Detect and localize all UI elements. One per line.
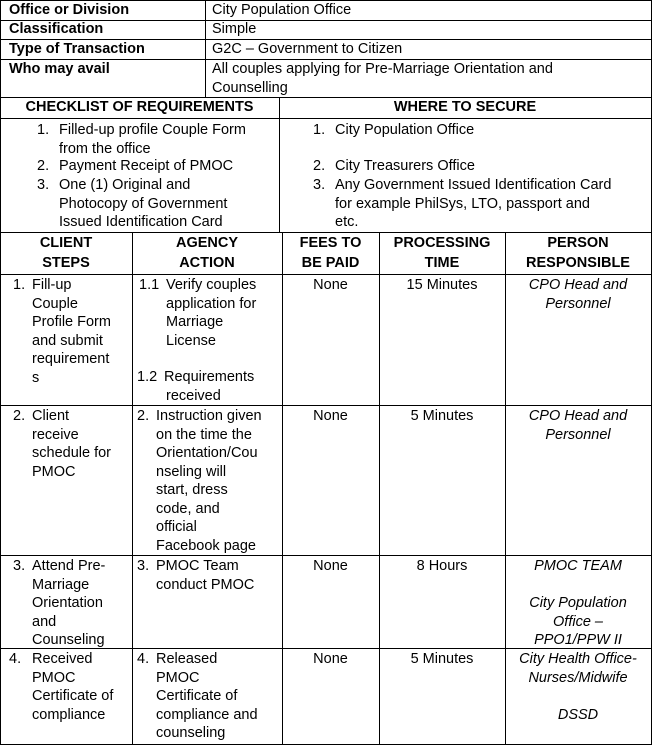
classification-value: Simple xyxy=(212,21,257,37)
where-to-secure-heading: WHERE TO SECURE xyxy=(393,99,537,115)
classification-label: Classification xyxy=(9,21,104,37)
client-step: 1. Fill-up Couple Profile Form and submit requirement s xyxy=(13,277,111,386)
agency-action: 4. Released PMOC Certificate of compliance and counseling xyxy=(137,651,258,741)
column-header-client-steps: CLIENT STEPS xyxy=(39,235,93,271)
client-step: 2. Client receive schedule for PMOC xyxy=(13,408,111,480)
where-item: 1. City Population Office xyxy=(313,122,475,138)
checklist-item: 1. Filled-up profile Couple Form from the office xyxy=(37,122,246,157)
who-may-avail-label: Who may avail xyxy=(9,61,110,77)
client-step: 4. Received PMOC Certificate of compliance xyxy=(9,651,114,723)
fees-value: None xyxy=(313,651,348,667)
where-item: 2. City Treasurers Office xyxy=(313,158,475,174)
transaction-type-value: G2C – Government to Citizen xyxy=(212,41,403,57)
fees-value: None xyxy=(313,277,348,293)
office-value: City Population Office xyxy=(212,2,352,18)
person-responsible: PMOC TEAM City Population Office – PPO1/PPW II xyxy=(529,558,627,648)
where-item: 3. Any Government Issued Identification Card for example PhilSys, LTO, passport and etc. xyxy=(313,177,612,230)
who-may-avail-value: All couples applying for Pre-Marriage Orientation and Counselling xyxy=(212,61,553,96)
processing-time-value: 15 Minutes xyxy=(406,277,478,293)
checklist-heading: CHECKLIST OF REQUIREMENTS xyxy=(25,99,254,115)
person-responsible: CPO Head and Personnel xyxy=(528,277,628,312)
agency-action: 1.2 Requirements received xyxy=(137,369,255,404)
agency-action: 1.1 Verify couples application for Marriage License xyxy=(139,277,257,349)
person-responsible: CPO Head and Personnel xyxy=(528,408,628,443)
person-responsible: City Health Office- Nurses/Midwife DSSD xyxy=(519,651,637,723)
processing-time-value: 8 Hours xyxy=(416,558,468,574)
column-header-person-responsible: PERSON RESPONSIBLE xyxy=(526,235,630,271)
processing-time-value: 5 Minutes xyxy=(410,651,474,667)
column-header-agency-action: AGENCY ACTION xyxy=(175,235,239,271)
transaction-type-label: Type of Transaction xyxy=(9,41,145,57)
column-header-fees: FEES TO BE PAID xyxy=(299,235,362,271)
fees-value: None xyxy=(313,408,348,424)
agency-action: 2. Instruction given on the time the Orientation/Cou nseling will start, dress code, and official Facebook page xyxy=(137,408,262,554)
column-header-processing-time: PROCESSING TIME xyxy=(393,235,491,271)
office-label: Office or Division xyxy=(9,2,130,18)
processing-time-value: 5 Minutes xyxy=(410,408,474,424)
checklist-item: 2. Payment Receipt of PMOC xyxy=(37,158,234,174)
client-step: 3. Attend Pre- Marriage Orientation and Counseling xyxy=(13,558,106,648)
checklist-item: 3. One (1) Original and Photocopy of Government Issued Identification Card xyxy=(37,177,228,230)
fees-value: None xyxy=(313,558,348,574)
agency-action: 3. PMOC Team conduct PMOC xyxy=(137,558,255,593)
